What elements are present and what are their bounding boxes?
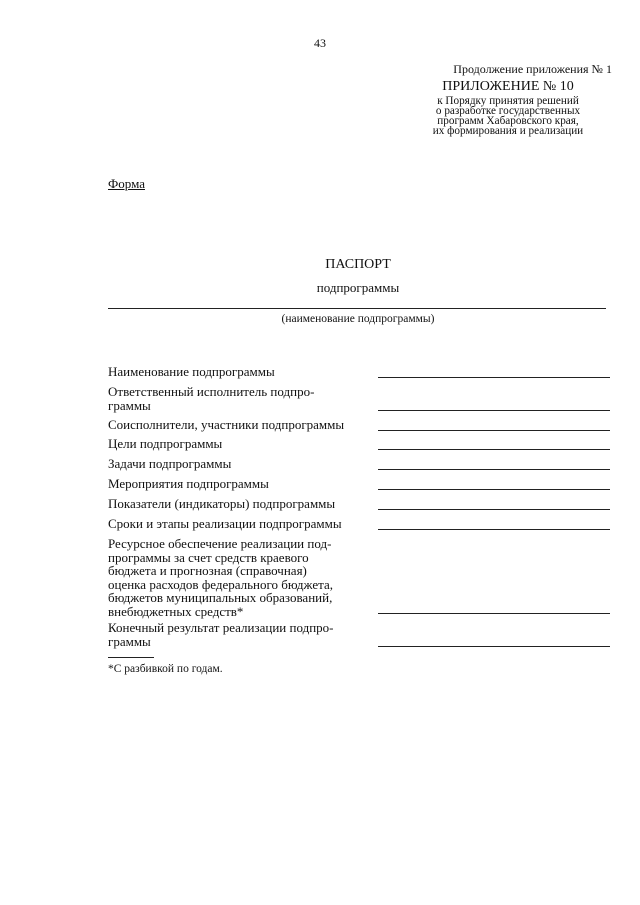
field-label [108,437,374,451]
subprogram-name-line [108,308,606,309]
field-label-line: Ресурсное обеспечение реализации под- [108,536,332,551]
appendix-title: ПРИЛОЖЕНИЕ № 10 [442,79,574,94]
field-label-line: Мероприятия подпрограммы [108,476,269,491]
appendix-line: их формирования и реализации [432,125,584,137]
page-number: 43 [314,36,326,50]
field-label-line: Конечный результат реализации подпро- [108,620,334,635]
appendix-description [400,96,616,136]
field-label-line: внебюджетных средств* [108,603,244,619]
field-label [108,517,374,531]
field-label-line: Наименование подпрограммы [108,364,275,379]
field-label [108,418,374,432]
field-label-line: граммы [108,633,151,649]
subprogram-name-caption: (наименование подпрограммы) [281,313,435,325]
field-label [108,537,374,618]
fill-line [378,449,610,450]
fill-line [378,613,610,614]
footnote-separator [108,657,154,658]
field-label-line: Сроки и этапы реализации подпрограммы [108,516,342,531]
field-label-line: бюджета и прогнозная (справочная) [108,563,307,578]
appendix-line: о разработке государственных [435,105,581,117]
field-label-line: программы за счет средств краевого [108,549,309,565]
field-label [108,621,374,648]
appendix-header [400,62,616,136]
footnote: *С разбивкой по годам. [108,663,223,675]
fill-line [378,509,610,510]
fill-line [378,430,610,431]
fill-line [378,646,610,647]
field-label [108,497,374,511]
continuation-note: Продолжение приложения № 1 [453,62,612,76]
document-title: ПАСПОРТ [325,257,391,272]
fill-line [378,489,610,490]
field-label-line: оценка расходов федерального бюджета, [108,576,333,592]
form-label: Форма [108,176,145,191]
field-label-line: Задачи подпрограммы [108,456,232,471]
field-label-line: Цели подпрограммы [108,436,223,451]
appendix-line: к Порядку принятия решений [437,95,579,107]
field-label-line: Ответственный исполнитель подпро- [108,384,315,399]
fill-line [378,410,610,411]
fill-line [378,469,610,470]
field-label-line: граммы [108,397,151,413]
field-label [108,477,374,491]
fill-line [378,529,610,530]
document-subtitle: подпрограммы [316,280,400,295]
fill-line [378,377,610,378]
field-label [108,365,374,379]
field-label-line: бюджетов муниципальных образований, [108,590,333,605]
field-label-line: Показатели (индикаторы) подпрограммы [108,496,336,511]
field-label [108,457,374,471]
field-label-line: Соисполнители, участники подпрограммы [108,417,345,432]
appendix-line: программ Хабаровского края, [437,115,579,127]
field-label [108,385,374,412]
